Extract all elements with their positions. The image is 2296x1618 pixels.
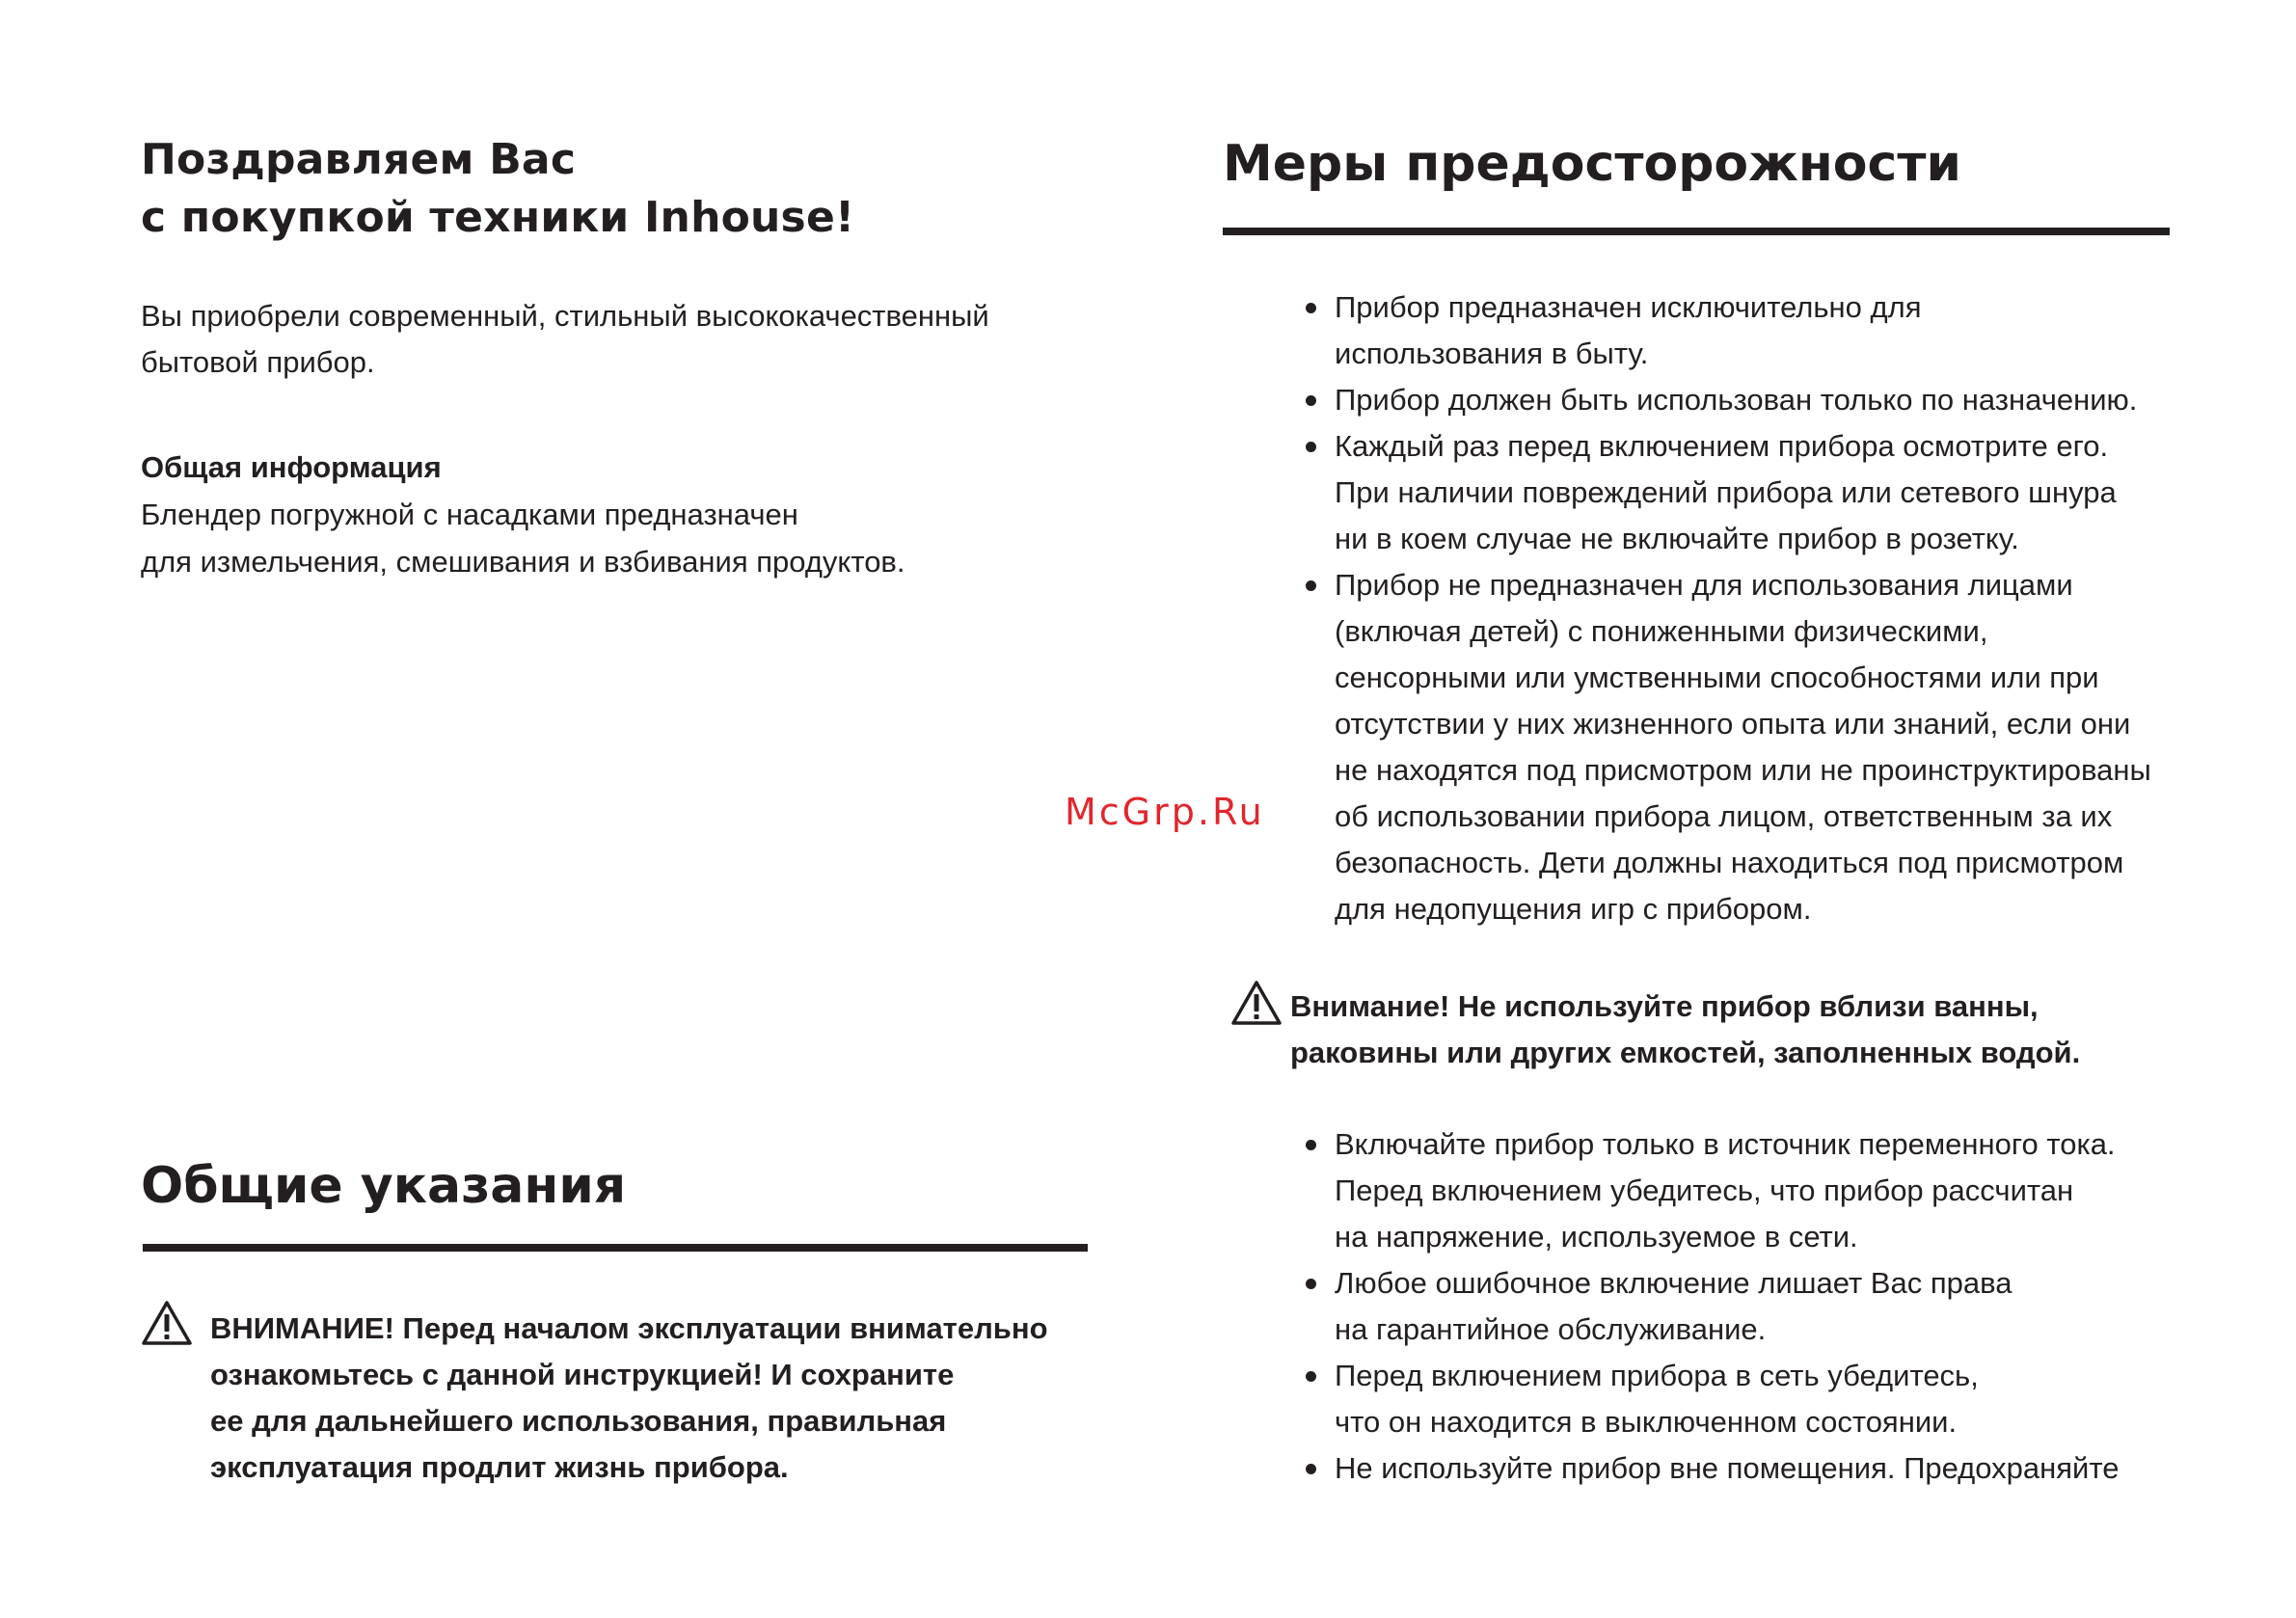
- list-item-line: Каждый раз перед включением прибора осмотрите его.: [1335, 429, 2109, 463]
- list-item-line: Прибор предназначен исключительно для: [1335, 290, 1922, 324]
- list-item-line: об использовании прибора лицом, ответственным за их: [1335, 799, 2113, 833]
- general-info-heading: Общая информация: [141, 450, 442, 484]
- list-item-line: сенсорными или умственными способностями или при: [1335, 661, 2099, 694]
- precautions-title: Меры предосторожности: [1223, 135, 1961, 193]
- general-info-line: для измельчения, смешивания и взбивания продуктов.: [141, 545, 905, 579]
- bullet-dot-icon: [1306, 442, 1316, 452]
- warning-triangle-icon: [141, 1300, 193, 1346]
- list-item-line: При наличии повреждений прибора или сетевого шнура: [1335, 475, 2117, 509]
- bullet-dot-icon: [1306, 395, 1316, 406]
- list-item-line: на гарантийное обслуживание.: [1335, 1312, 1767, 1346]
- warning-line: Внимание! Не используйте прибор вблизи ванны,: [1290, 989, 2039, 1023]
- warning-line: ее для дальнейшего использования, правильная: [210, 1404, 947, 1438]
- precautions-list-bottom: [1304, 1121, 2229, 1492]
- general-info-line: Блендер погружной с насадками предназначен: [141, 498, 798, 531]
- list-item: [1304, 284, 2229, 377]
- section-rule: [143, 1244, 1088, 1252]
- intro-line: Вы приобрели современный, стильный высококачественный: [141, 299, 989, 333]
- list-item-line: на напряжение, используемое в сети.: [1335, 1220, 1858, 1254]
- bullet-dot-icon: [1306, 1464, 1316, 1474]
- congrats-title-line: с покупкой техники Inhouse!: [141, 193, 855, 242]
- general-info-block: [141, 444, 1086, 585]
- list-item: [1304, 377, 2229, 423]
- list-item: [1304, 562, 2229, 932]
- list-item-line: Прибор должен быть использован только по назначению.: [1335, 383, 2138, 417]
- list-item-line: для недопущения игр с прибором.: [1335, 892, 1812, 926]
- congrats-title-line: Поздравляем Вас: [141, 135, 577, 184]
- list-item-line: отсутствии у них жизненного опыта или знаний, если они: [1335, 707, 2131, 741]
- list-item: [1304, 1121, 2229, 1260]
- intro-line: бытовой прибор.: [141, 345, 375, 379]
- bullet-dot-icon: [1306, 303, 1316, 313]
- watermark: McGrp.Ru: [1065, 791, 1265, 833]
- list-item-line: Перед включением убедитесь, что прибор рассчитан: [1335, 1173, 2074, 1207]
- list-item: [1304, 1260, 2229, 1353]
- list-item-line: Включайте прибор только в источник переменного тока.: [1335, 1127, 2116, 1161]
- list-item-line: ни в коем случае не включайте прибор в розетку.: [1335, 522, 2019, 555]
- list-item-line: безопасность. Дети должны находиться под присмотром: [1335, 846, 2124, 879]
- congrats-title: [141, 131, 854, 247]
- bullet-dot-icon: [1306, 1371, 1316, 1382]
- list-item: [1304, 1445, 2229, 1492]
- list-item-line: Не используйте прибор вне помещения. Предохраняйте: [1335, 1451, 2120, 1485]
- intro-paragraph: [141, 293, 1086, 386]
- bullet-dot-icon: [1306, 1140, 1316, 1150]
- list-item-line: Перед включением прибора в сеть убедитесь,: [1335, 1359, 1979, 1392]
- bullet-dot-icon: [1306, 580, 1316, 591]
- warning-triangle-icon: [1230, 980, 1283, 1026]
- bullet-dot-icon: [1306, 1279, 1316, 1289]
- warning-line: эксплуатация продлит жизнь прибора.: [210, 1450, 789, 1484]
- warning-line: раковины или других емкостей, заполненных водой.: [1290, 1036, 2081, 1069]
- list-item-line: (включая детей) с пониженными физическими,: [1335, 614, 1988, 648]
- general-warning: [210, 1306, 1117, 1491]
- section-rule: [1223, 228, 2170, 235]
- list-item-line: что он находится в выключенном состоянии.: [1335, 1405, 1958, 1439]
- list-item-line: не находятся под присмотром или не проинструктированы: [1335, 753, 2151, 787]
- general-instructions-title: Общие указания: [141, 1157, 627, 1215]
- list-item-line: Прибор не предназначен для использования лицами: [1335, 568, 2073, 602]
- precautions-list-top: [1304, 284, 2229, 932]
- warning-line: ознакомьтесь с данной инструкцией! И сохраните: [210, 1358, 955, 1391]
- water-warning: [1290, 984, 2187, 1076]
- list-item-line: использования в быту.: [1335, 337, 1649, 370]
- warning-line: ВНИМАНИЕ! Перед началом эксплуатации внимательно: [210, 1311, 1048, 1345]
- list-item: [1304, 423, 2229, 562]
- list-item: [1304, 1353, 2229, 1445]
- list-item-line: Любое ошибочное включение лишает Вас права: [1335, 1266, 2012, 1300]
